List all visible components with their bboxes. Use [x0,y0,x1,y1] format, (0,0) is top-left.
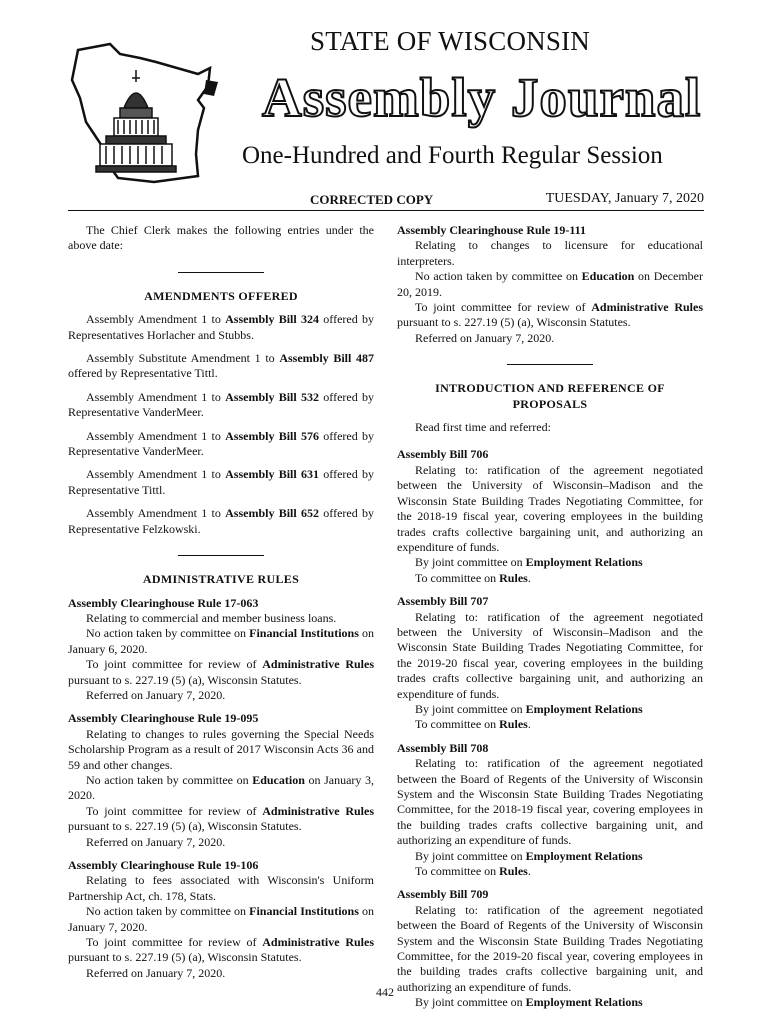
rule-relating: Relating to commercial and member business loans. [86,610,337,625]
right-column [397,223,703,1011]
rule-joint: To joint committee for review of Administrative Rules pursuant to s. 227.19 (5) (a), Wisconsin Statutes. [68,935,375,965]
read-first-text: Read first time and referred: [415,420,551,435]
rule-relating: Relating to changes to licensure for educational interpreters. [397,238,703,268]
state-title: STATE OF WISCONSIN [310,26,590,56]
bill-title: Assembly Bill 708 [397,740,489,755]
amendment-item: Assembly Substitute Amendment 1 to Assembly Bill 487 offered by Representative Tittl. [68,351,375,381]
session-title: One-Hundred and Fourth Regular Session [242,142,663,169]
rule-action: No action taken by committee on Financial Institutions on January 7, 2020. [68,904,374,934]
amendment-item: Assembly Amendment 1 to Assembly Bill 324 offered by Representatives Horlacher and Stubbs. [68,312,374,342]
rule-action: No action taken by committee on Education on December 20, 2019. [397,269,703,299]
rule-referred: Referred on January 7, 2020. [415,330,555,345]
introduction-heading: INTRODUCTION AND REFERENCE OF PROPOSALS [435,381,665,411]
left-column [68,223,374,981]
rule-entry [68,711,374,850]
rule-entry [68,596,374,704]
rule-joint: To joint committee for review of Administrative Rules pursuant to s. 227.19 (5) (a), Wisconsin Statutes. [68,803,375,834]
rule-relating: Relating to changes to rules governing the Special Needs Scholarship Program as a result of 2017 Wisconsin Acts 36 and 59 and other changes. [68,726,374,772]
rule-referred: Referred on January 7, 2020. [86,687,226,702]
bill-to: To committee on Rules. [415,864,531,879]
section-divider [507,364,593,365]
amendment-item: Assembly Amendment 1 to Assembly Bill 576 offered by Representative VanderMeer. [68,428,374,459]
rule-joint: To joint committee for review of Administrative Rules pursuant to s. 227.19 (5) (a), Wisconsin Statutes. [68,657,375,687]
rule-joint: To joint committee for review of Administrative Rules pursuant to s. 227.19 (5) (a), Wisconsin Statutes. [397,300,704,330]
bill-by: By joint committee on Employment Relations [415,701,643,716]
rule-entry [68,858,374,981]
bill-entry [397,594,703,733]
journal-date: TUESDAY, January 7, 2020 [545,191,704,206]
amendment-item: Assembly Amendment 1 to Assembly Bill 532 offered by Representative VanderMeer. [68,389,374,420]
bill-to: To committee on Rules. [415,570,531,585]
bill-entry [397,447,703,586]
rule-title: Assembly Clearinghouse Rule 19-106 [68,858,259,872]
bill-entry [397,741,703,880]
wisconsin-capitol-logo-icon [58,38,228,193]
section-divider [178,272,264,273]
bill-title: Assembly Bill 707 [397,594,489,609]
rule-action: No action taken by committee on Education on January 3, 2020. [68,772,374,803]
intro-text: The Chief Clerk makes the following entries under the above date: [68,223,374,253]
corrected-copy-label: CORRECTED COPY [310,192,434,207]
rule-referred: Referred on January 7, 2020. [86,965,226,980]
section-divider [178,555,264,556]
rule-title: Assembly Clearinghouse Rule 19-095 [68,711,259,726]
amendment-item: Assembly Amendment 1 to Assembly Bill 652 offered by Representative Felzkowski. [68,506,374,536]
bill-relating: Relating to: ratification of the agreement negotiated between the Board of Regents of the University of Wisconsin System and the Wisconsin State Building Trades Negotiating Committee, for the 2018-19 fiscal year, covering employees in the building trades crafts collective bargaining unit, and authorizing an expenditure of funds. [397,756,703,848]
rule-action: No action taken by committee on Financial Institutions on January 6, 2020. [68,626,374,656]
amendments-list [68,312,374,537]
page-number: 442 [376,985,394,999]
header-divider [68,210,704,211]
bill-by: By joint committee on Employment Relations [415,555,643,570]
bill-relating: Relating to: ratification of the agreement negotiated between the University of Wisconsin–Madison and the Wisconsin State Building Trades Negotiating Committee, for the 2018-19 fiscal year, covering employees in the building trades crafts collective bargaining unit, and authorizing an expenditure of funds. [397,462,703,554]
rules-heading: ADMINISTRATIVE RULES [142,572,300,587]
bill-relating: Relating to: ratification of the agreement negotiated between the University of Wisconsin–Madison and the Wisconsin State Building Trades Negotiating Committee, for the 2019-20 fiscal year, covering employees in the building trades crafts collective bargaining unit, and authorizing an expenditure of funds. [397,609,703,701]
bill-by: By joint committee on Employment Relations [415,848,643,863]
bill-title: Assembly Bill 706 [397,447,489,462]
bill-by: By joint committee on Employment Relations [415,995,643,1010]
bill-to: To committee on Rules. [415,717,531,732]
amendment-item: Assembly Amendment 1 to Assembly Bill 631 offered by Representative Tittl. [68,467,374,497]
journal-title: Assembly Journal [262,67,702,128]
bill-title: Assembly Bill 709 [397,887,489,902]
amendments-heading: AMENDMENTS OFFERED [144,288,298,303]
rule-title: Assembly Clearinghouse Rule 17-063 [68,595,259,610]
rule-referred: Referred on January 7, 2020. [86,834,226,849]
rule-relating: Relating to fees associated with Wisconsin's Uniform Partnership Act, ch. 178, Stats. [68,873,374,903]
rule-title: Assembly Clearinghouse Rule 19-111 [397,223,587,237]
bill-relating: Relating to: ratification of the agreement negotiated between the Board of Regents of the University of Wisconsin System and the Wisconsin State Building Trades Negotiating Committee, for the 2019-20 fiscal year, covering employees in the building trades crafts collective bargaining unit, and authorizing an expenditure of funds. [397,902,703,994]
rule-entry [397,223,703,346]
